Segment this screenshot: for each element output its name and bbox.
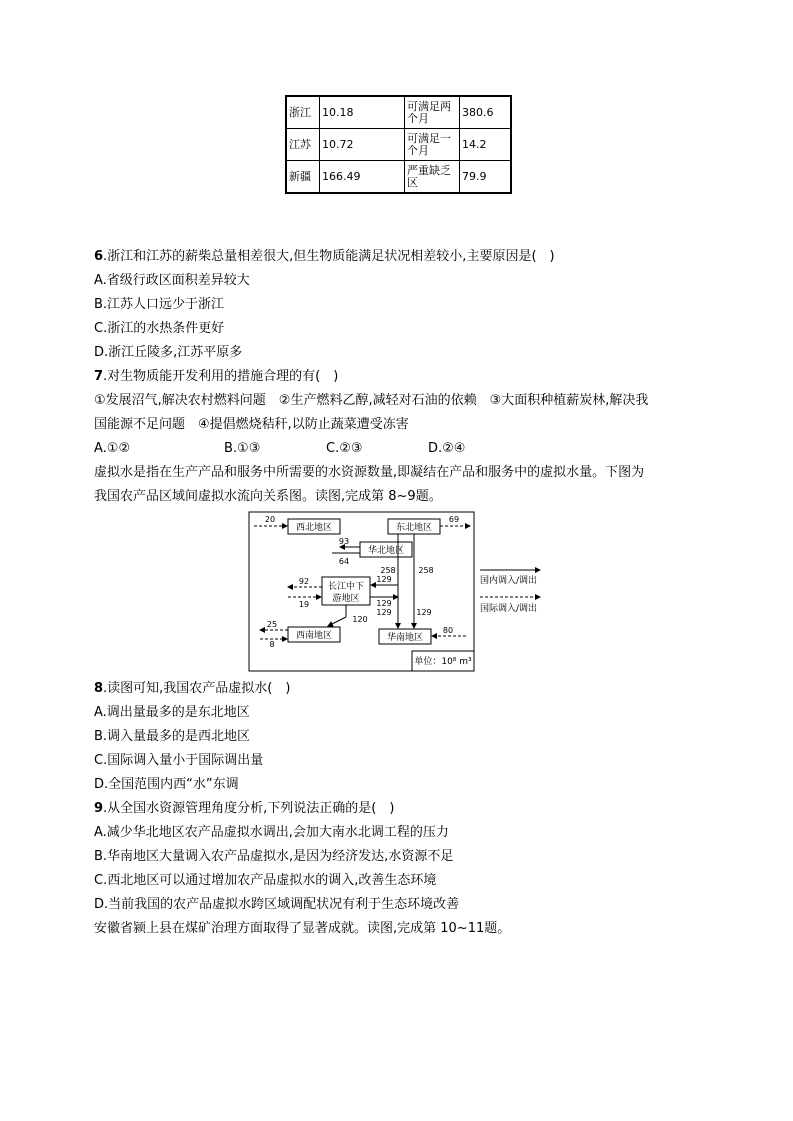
table-cell: 79.9 bbox=[460, 161, 512, 194]
table-row bbox=[286, 129, 511, 161]
region-yangtze-line1: 长江中下 bbox=[327, 582, 365, 592]
table-cell: 380.6 bbox=[460, 96, 512, 129]
question-7-stem bbox=[94, 368, 338, 386]
table-cell: 166.49 bbox=[320, 161, 405, 194]
question-7-options bbox=[94, 440, 465, 458]
value-sw-120: 120 bbox=[352, 615, 368, 624]
intro-paragraph-line1: 虚拟水是指在生产产品和服务中所需要的水资源数量,即凝结在产品和服务中的虚拟水量。下图为 bbox=[94, 465, 645, 480]
option-a: A.调出量最多的是东北地区 bbox=[94, 705, 250, 720]
table-cell: 可满足两个月 bbox=[405, 96, 460, 129]
value-sw-25: 25 bbox=[266, 620, 278, 629]
table-row bbox=[286, 96, 511, 129]
unit-label: 单位：10⁸ m³ bbox=[414, 657, 472, 667]
question-text: .从全国水资源管理角度分析,下列说法正确的是( ) bbox=[103, 801, 395, 816]
table-cell: 14.2 bbox=[460, 129, 512, 161]
option-d: D.②④ bbox=[428, 441, 466, 456]
table-cell: 江苏 bbox=[286, 129, 320, 161]
option-c: C.浙江的水热条件更好 bbox=[94, 321, 225, 336]
value-nc-93: 93 bbox=[338, 537, 350, 546]
legend-domestic-label: 国内调入/调出 bbox=[480, 576, 538, 586]
option-d: D.浙江丘陵多,江苏平原多 bbox=[94, 345, 243, 360]
question-number: 8 bbox=[94, 681, 104, 696]
data-table bbox=[285, 95, 512, 194]
value-y-92: 92 bbox=[298, 577, 310, 586]
table-cell: 严重缺乏区 bbox=[405, 161, 460, 194]
intro-paragraph-line2: 我国农产品区域间虚拟水流向关系图。读图,完成第 8~9题。 bbox=[94, 489, 442, 504]
question-8-stem bbox=[94, 680, 290, 698]
value-ne-out: 69 bbox=[448, 515, 460, 524]
virtual-water-flow-diagram bbox=[248, 511, 548, 672]
value-nc-64: 64 bbox=[338, 557, 350, 566]
question-9-stem bbox=[94, 800, 394, 818]
value-y-19: 19 bbox=[298, 600, 310, 609]
value-y-129b: 129 bbox=[376, 599, 392, 608]
option-c: C.国际调入量小于国际调出量 bbox=[94, 753, 264, 768]
value-sw-8: 8 bbox=[269, 640, 275, 649]
question-text: .浙江和江苏的薪柴总量相差很大,但生物质能满足状况相差较小,主要原因是( ) bbox=[103, 249, 555, 264]
value-nw-in: 20 bbox=[264, 515, 276, 524]
option-c: C.西北地区可以通过增加农产品虚拟水的调入,改善生态环境 bbox=[94, 873, 437, 888]
value-sc-80: 80 bbox=[442, 626, 454, 635]
table-cell: 10.72 bbox=[320, 129, 405, 161]
value-ne-258b: 258 bbox=[418, 566, 434, 575]
region-southchina: 华南地区 bbox=[386, 633, 424, 643]
option-b: B.调入量最多的是西北地区 bbox=[94, 729, 251, 744]
intro-paragraph-10-11: 安徽省颍上县在煤矿治理方面取得了显著成就。读图,完成第 10~11题。 bbox=[94, 921, 511, 936]
region-northeast: 东北地区 bbox=[395, 523, 433, 533]
legend-international-label: 国际调入/调出 bbox=[480, 604, 538, 614]
region-northwest: 西北地区 bbox=[295, 523, 333, 533]
value-y-129a: 129 bbox=[376, 575, 392, 584]
value-y-129d: 129 bbox=[416, 608, 432, 617]
question-text: .对生物质能开发利用的措施合理的有( ) bbox=[103, 369, 339, 384]
question-number: 9 bbox=[94, 801, 104, 816]
question-text: .读图可知,我国农产品虚拟水( ) bbox=[103, 681, 291, 696]
table-cell: 10.18 bbox=[320, 96, 405, 129]
value-y-129c: 129 bbox=[376, 608, 392, 617]
value-ne-258a: 258 bbox=[380, 566, 396, 575]
question-7-statements-line1: ①发展沼气,解决农村燃料问题 ②生产燃料乙醇,减轻对石油的依赖 ③大面积种植薪炭林,解决我 bbox=[94, 393, 649, 408]
option-b: B.①③ bbox=[224, 441, 261, 456]
option-d: D.全国范围内西“水”东调 bbox=[94, 777, 239, 792]
table-cell: 可满足一个月 bbox=[405, 129, 460, 161]
question-number: 7 bbox=[94, 369, 104, 384]
table-row bbox=[286, 161, 511, 194]
table-cell: 浙江 bbox=[286, 96, 320, 129]
question-number: 6 bbox=[94, 249, 104, 264]
option-b: B.华南地区大量调入农产品虚拟水,是因为经济发达,水资源不足 bbox=[94, 849, 454, 864]
arrow-yangtze-to-sw bbox=[328, 617, 346, 626]
region-southwest: 西南地区 bbox=[295, 631, 333, 641]
option-a: A.省级行政区面积差异较大 bbox=[94, 273, 250, 288]
option-a: A.减少华北地区农产品虚拟水调出,会加大南水北调工程的压力 bbox=[94, 825, 449, 840]
option-c: C.②③ bbox=[326, 441, 363, 456]
region-northchina: 华北地区 bbox=[367, 546, 405, 556]
table-cell: 新疆 bbox=[286, 161, 320, 194]
region-yangtze-line2: 游地区 bbox=[332, 594, 360, 604]
option-d: D.当前我国的农产品虚拟水跨区域调配状况有利于生态环境改善 bbox=[94, 897, 460, 912]
option-b: B.江苏人口远少于浙江 bbox=[94, 297, 225, 312]
option-a: A.①② bbox=[94, 441, 131, 456]
question-6-stem bbox=[94, 248, 555, 266]
question-7-statements-line2: 国能源不足问题 ④提倡燃烧秸秆,以防止蔬菜遭受冻害 bbox=[94, 417, 409, 432]
